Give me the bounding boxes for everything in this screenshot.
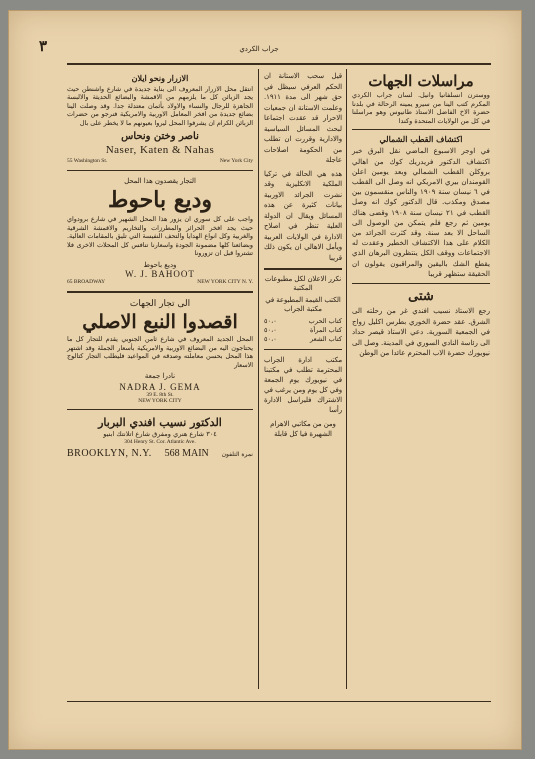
section-rule — [264, 268, 342, 270]
left-column — [67, 71, 253, 459]
subscription-notice: مكتب ادارة الجراب المحترمة تطلب في مكتبنا في نيويورك يوم الجمعة وفي كل يوم ومن يرغب في الاشتراك فليراسل الادارة رأسا — [264, 356, 342, 414]
address-city: New York City — [219, 158, 253, 165]
advert-english-name: Naser, Katen & Nahas — [105, 144, 215, 157]
correspondence-intro: ووسترن انسلفانيا وانيل. لسان جراب الكردي المكرم كتب الينا من سيرو يمينه الرحالة في بلدنا حضرة الاخ الفاضل الاستاذ طانيوس وهو مراسلنا في كل من الولايات المتحدة وكندا — [352, 91, 490, 125]
section-rule — [264, 349, 342, 350]
book-price: ٥٠،٠ — [264, 326, 277, 334]
advert-english-name: NADRA J. GEMA — [119, 382, 201, 393]
book-price: ٥٠،٠ — [264, 317, 277, 325]
books-notice: نكرر الاعلان لكل مطبوعات المكتبة — [264, 275, 342, 292]
book-price-row — [264, 326, 342, 335]
advert-address — [67, 158, 253, 164]
advert-naser-katen-nahas — [67, 73, 253, 164]
advert-text: المحل الجديد المعروف في شارع ثامن الجنوبي يقدم للتجار كل ما يحتاجون اليه من البضائع الاوربية والامريكية بأسعار الجملة وقد اشتهر هذا المحل بحسن معاملته وصدقه في المواعيد فليطلب التجار كتالوج الاسعار — [67, 335, 253, 369]
advert-headline: اقصدوا النبع الاصلي — [82, 311, 238, 333]
advert-title: الازرار ونحو ايلان — [131, 73, 189, 83]
advert-arabic-name: وديع باحوط — [107, 187, 213, 214]
running-header: جراب الكردي — [239, 45, 279, 53]
column-divider-left — [258, 69, 259, 689]
ottoman-news: قيل سحب الاستانة ان الحكم العرفي سيظل في حق شهر الى مدة ١٩١١. وعلمت الاستانة ان جمعيات الاحرار قد عقدت اجتماعا لبحث المسائل السياسية والادارية وقررت ان تطلب من الحكومة اصلاحات عاجلة — [264, 72, 342, 164]
misc-heading: شتى — [408, 289, 434, 305]
advert-kicker: التجار يقصدون هذا المحل — [124, 177, 196, 186]
correspondence-title: مراسلات الجهات — [368, 72, 474, 90]
advert-rule — [67, 291, 253, 293]
advert-text: انتقل محل الازرار المعروف الى بناية جديدة في شارع واشنطن حيث يجد الزبائن كل ما يلزمهم من الاقمشة والبضائع الحديثة والالبسة الجاهزة للرجال والنساء والاولاد بأثمان معتدلة جدا. وقد وصلت الينا بضائع جديدة من افخر المعامل الاوربية والامريكية فنرجو من حضرات الزبائن الكرام ان يشرفوا المحل ليروا بعيونهم ما لا يخطر على بال — [67, 85, 253, 127]
address-city: NEW YORK CITY N. Y. — [197, 279, 253, 285]
misc-article: رجع الاستاذ نسيب افندي غر من رحلته الى الشرق. عقد حضرة الخوري بطرس اكليل زواج في الجمعية السورية. دعي الاستاذ قيصر حداد الى رئاسة النادي السوري في المدينة. وصل الى نيويورك حضرة الاب المحترم عائدا من الوطن — [352, 307, 490, 358]
book-price-list — [264, 317, 342, 344]
book-name: كتاب المرأة — [309, 326, 342, 334]
advert-address-en: 304 Henry St. Cor. Atlantic Ave. — [124, 439, 196, 446]
advert-phone-label: نمرة التلفون — [221, 451, 253, 459]
advert-address-line1: 39 E. 8th St. — [146, 392, 174, 399]
footer-rule — [67, 701, 491, 702]
book-price: ٥٠،٠ — [264, 335, 277, 343]
advert-arabic-name: ناصر وختن ونحاس — [121, 131, 199, 143]
north-pole-article: في اوجر الاسبوع الماضي نقل البرق خبر اكتشاف الدكتور فريدريك كوك من اهالي بروكلن القطب الشمالي وبعد يومين اعلن القومندان بيري الامريكي انه وصل الى القطب في ٦ نيسان سنة ١٩٠٩ والناس منقسمون بين مصدق ومكذب. قال الدكتور كوك انه وصل القطب في ٢١ نيسان سنة ١٩٠٨ وقضى هناك يومين ثم رجع فلم يتمكن من الوصول الى الساحل الا بعد سنة. وقد كثرت الجرائد من الكلام على هذا الاكتشاف الخطير وعقدت له الاجتماعات ووقف الكل ينتظرون البرهان الذي يقطع الشك باليقين والمراقبون يقولون ان الحقيقة ستظهر قريبا — [352, 146, 490, 278]
closing-note: ومن من مكاتبي الاهرام الشهيرة فيا كل قابلة — [270, 420, 336, 438]
advert-nadra-gema — [67, 299, 253, 404]
advert-title: الدكتور نسيب افندي البربار — [98, 416, 222, 430]
advert-address — [67, 279, 253, 285]
advert-rule — [67, 409, 253, 410]
header-rule — [67, 63, 491, 65]
advert-contact — [67, 448, 253, 459]
book-price-row — [264, 317, 342, 326]
advert-phone: 568 MAIN — [164, 448, 209, 460]
section-rule — [352, 283, 490, 284]
right-column — [352, 71, 490, 359]
advert-english-name: W. J. BAHOOT — [125, 269, 195, 279]
advert-doctor-barbar — [67, 415, 253, 459]
address-street: 65 BROADWAY — [67, 279, 106, 285]
advert-bahoot — [67, 177, 253, 285]
turkey-news: هذه هي الحالة في تركيا الملكية الانكليزية وقد نشرت الجرائد الاوربية بيانات كثيرة عن هذه المسائل ويقال ان الدولة العلية تنظر في اصلاح الادارة في الولايات العربية ويأمل الاهالي ان يكون ذلك قريبا — [264, 169, 342, 262]
book-name: كتاب الحرب — [308, 317, 342, 325]
advert-arabic-name: نادرا جمعة — [144, 372, 176, 381]
section-rule — [352, 129, 490, 130]
page-number: ٣ — [39, 37, 48, 55]
books-header: الكتب القيمة المطبوعة في مكتبة الجراب — [265, 296, 341, 313]
advert-address-ar: ٣٠٤ شارع هنري ومفرق شارع اتلانتك ابنيو — [103, 430, 217, 439]
north-pole-heading: اكتشاف القطب الشمالي — [379, 134, 463, 145]
advert-address-line2: NEW YORK CITY — [138, 398, 182, 405]
column-divider-right — [346, 69, 347, 689]
newspaper-page — [8, 10, 522, 750]
book-price-row — [264, 335, 342, 344]
advert-kicker: الى تجار الجهات — [129, 299, 191, 309]
advert-city: BROOKLYN, N.Y. — [67, 448, 152, 460]
advert-rule — [67, 170, 253, 171]
advert-tagline: وديع باحوط — [143, 261, 177, 269]
advert-text: واجب على كل سوري ان يزور هذا المحل الشهير في شارع برودواي حيث يجد افخر الحرائر والمطرزات والتخاريم والاقمشة الشرقية والغربية وكل انواع الهدايا والتحف النفيسة التي تليق بالمقامات العالية. وبضائعنا كلها مضمونة الجودة واسعارنا تنافس كل المحلات الاخرى فلا تشتروا قبل ان تزورونا — [67, 215, 253, 258]
middle-column — [264, 71, 342, 439]
address-street: 55 Washington St. — [67, 158, 108, 165]
book-name: كتاب الشعر — [310, 335, 342, 343]
